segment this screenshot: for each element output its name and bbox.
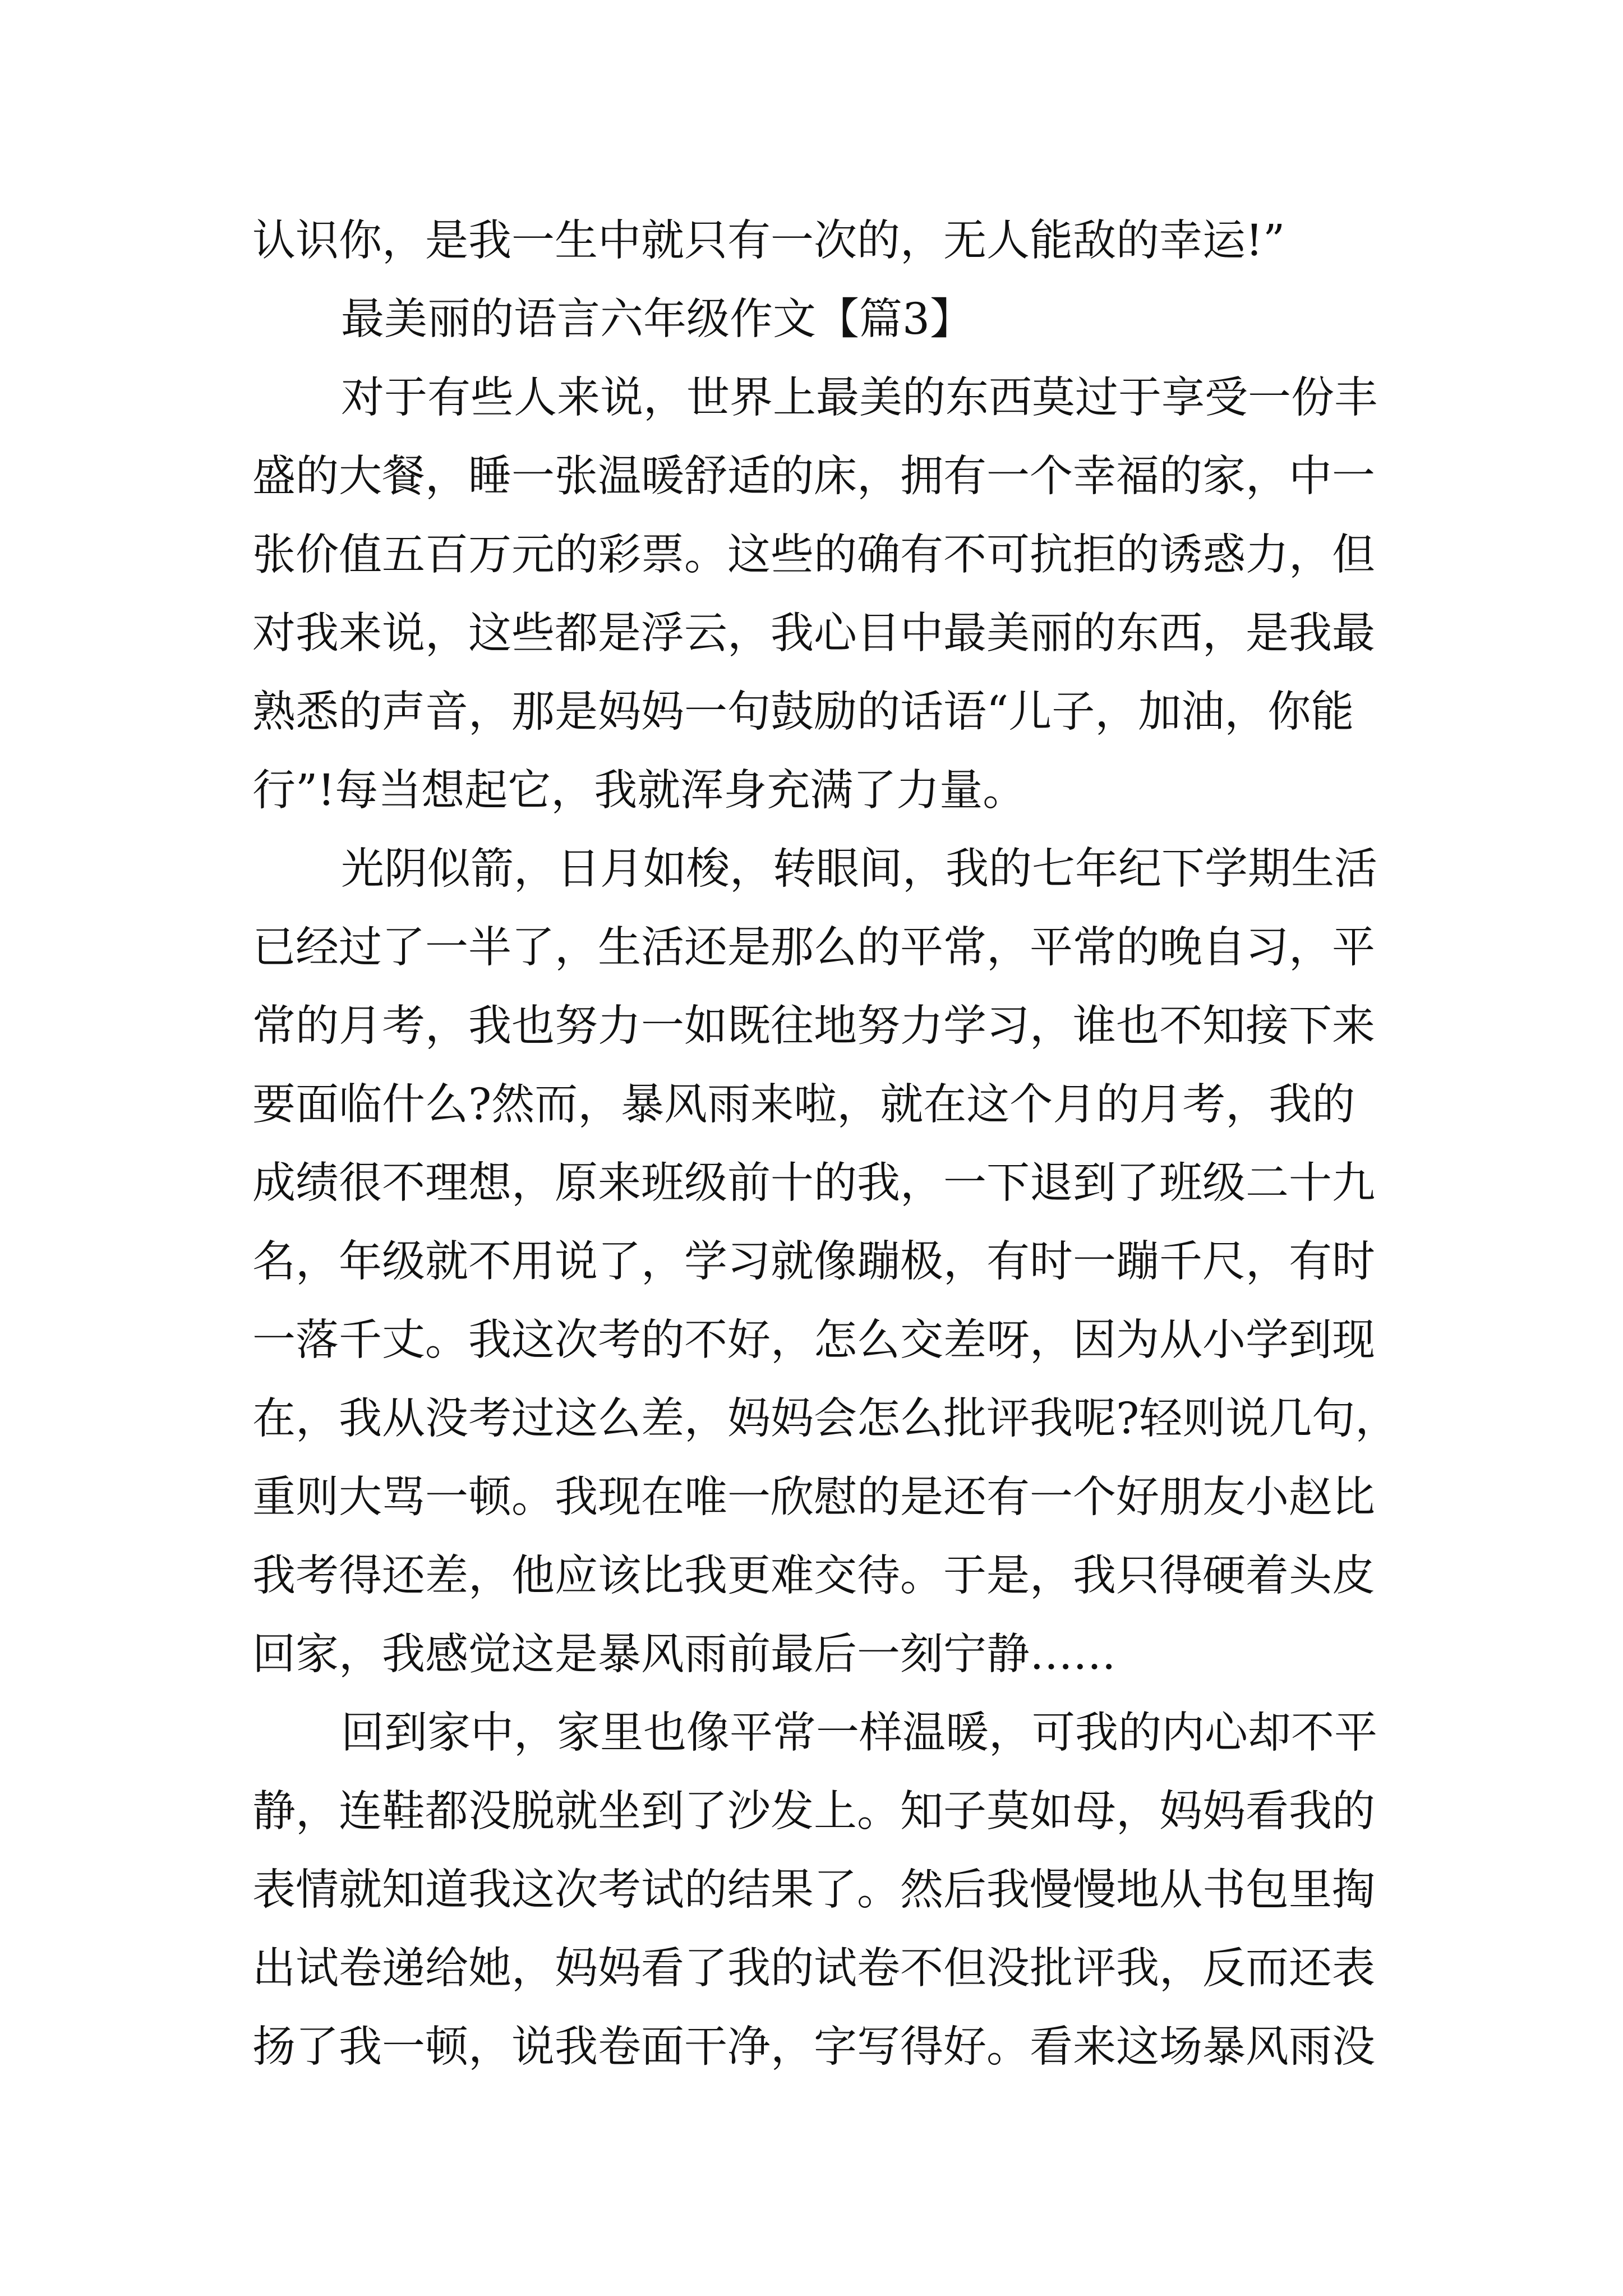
- paragraph-line: 张价值五百万元的彩票。这些的确有不可抗拒的诱惑力，但: [252, 530, 1375, 580]
- paragraph-line: 行”!每当想起它，我就浑身充满了力量。: [252, 766, 1026, 816]
- paragraph-line: 在，我从没考过这么差，妈妈会怎么批评我呢?轻则说几句，: [252, 1394, 1399, 1444]
- paragraph-line: 重则大骂一顿。我现在唯一欣慰的是还有一个好朋友小赵比: [252, 1473, 1375, 1522]
- paragraph-line: 我考得还差，他应该比我更难交待。于是，我只得硬着头皮: [252, 1551, 1375, 1601]
- paragraph-line: 熟悉的声音，那是妈妈一句鼓励的话语“儿子，加油，你能: [252, 687, 1354, 737]
- paragraph-line: 要面临什么?然而，暴风雨来啦，就在这个月的月考，我的: [252, 1080, 1355, 1130]
- paragraph-line: 回家，我感觉这是暴风雨前最后一刻宁静……: [252, 1630, 1116, 1680]
- paragraph-line: 成绩很不理想，原来班级前十的我，一下退到了班级二十九: [252, 1158, 1375, 1208]
- paragraph-line: 常的月考，我也努力一如既往地努力学习，谁也不知接下来: [252, 1001, 1375, 1051]
- paragraph-line: 扬了我一顿，说我卷面干净，字写得好。看来这场暴风雨没: [252, 2022, 1375, 2072]
- text-line: 认识你，是我一生中就只有一次的，无人能敌的幸运!”: [252, 216, 1285, 266]
- paragraph-line: 对于有些人来说，世界上最美的东西莫过于享受一份丰: [341, 373, 1377, 423]
- paragraph-line: 已经过了一半了，生活还是那么的平常，平常的晚自习，平: [252, 923, 1375, 973]
- paragraph-line: 对我来说，这些都是浮云，我心目中最美丽的东西，是我最: [252, 609, 1375, 659]
- section-heading: 最美丽的语言六年级作文【篇3】: [341, 295, 973, 344]
- paragraph-line: 一落千丈。我这次考的不好，怎么交差呀，因为从小学到现: [252, 1315, 1375, 1365]
- paragraph-line: 回到家中，家里也像平常一样温暖，可我的内心却不平: [341, 1708, 1377, 1758]
- paragraph-line: 表情就知道我这次考试的结果了。然后我慢慢地从书包里掏: [252, 1865, 1375, 1915]
- paragraph-line: 光阴似箭，日月如梭，转眼间，我的七年纪下学期生活: [341, 844, 1377, 894]
- paragraph-line: 出试卷递给她，妈妈看了我的试卷不但没批评我，反而还表: [252, 1944, 1375, 1994]
- paragraph-line: 名，年级就不用说了，学习就像蹦极，有时一蹦千尺，有时: [252, 1237, 1375, 1287]
- paragraph-line: 盛的大餐，睡一张温暖舒适的床，拥有一个幸福的家，中一: [252, 452, 1375, 501]
- paragraph-line: 静，连鞋都没脱就坐到了沙发上。知子莫如母，妈妈看我的: [252, 1787, 1375, 1837]
